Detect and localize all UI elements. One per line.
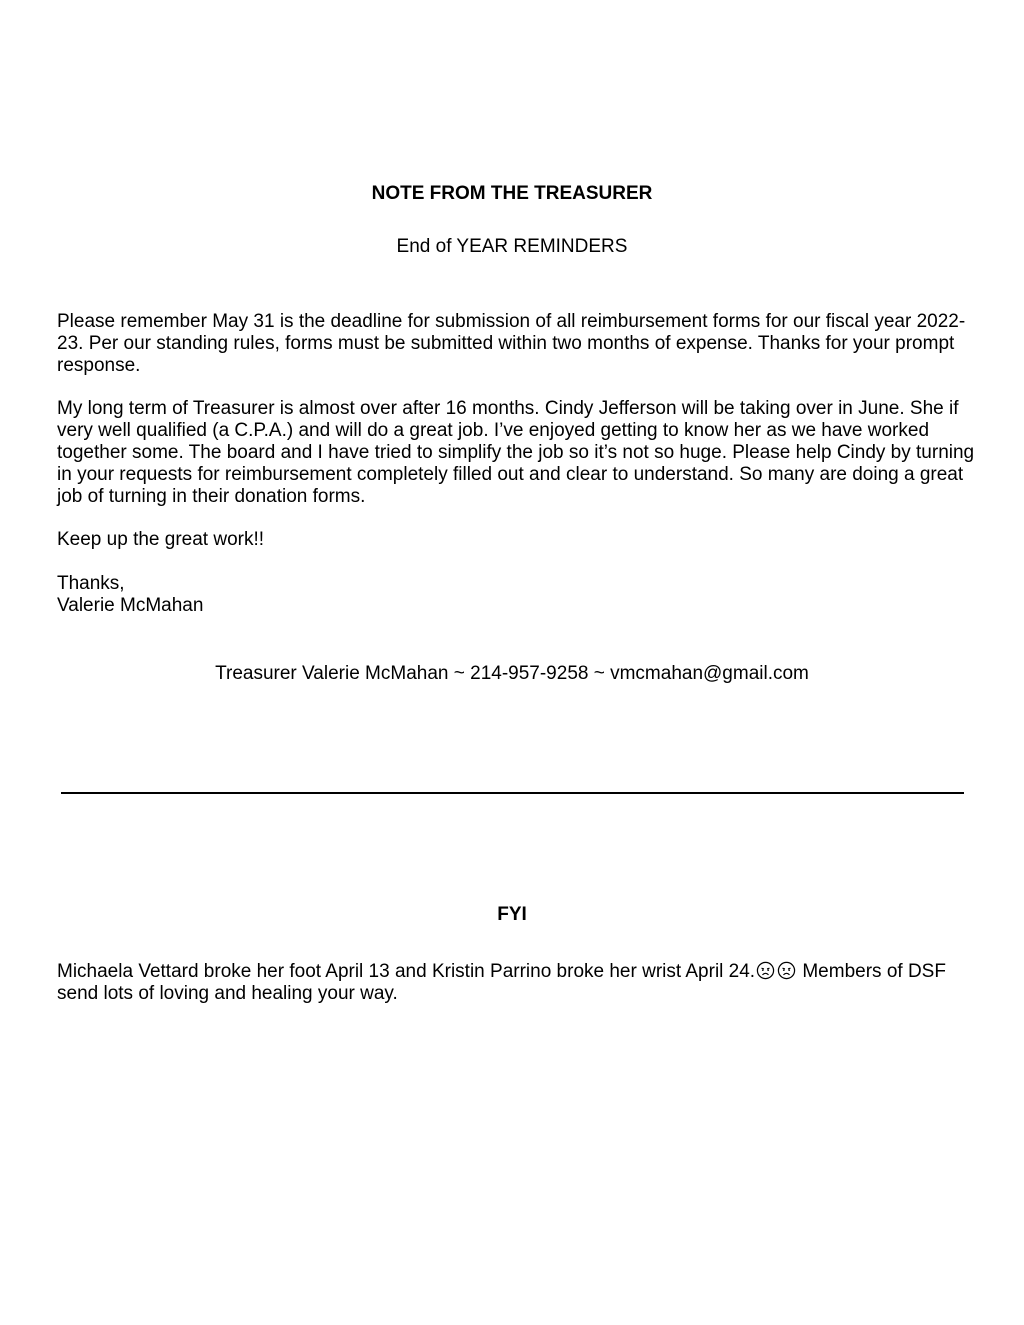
contact-line: Treasurer Valerie McMahan ~ 214-957-9258 ~ vmcmahan@gmail.com	[215, 663, 809, 684]
section-divider	[61, 792, 964, 794]
fyi-text-start: Michaela Vettard broke her foot April 13 and Kristin Parrino broke her wrist April 24.	[57, 961, 756, 982]
transition-paragraph: My long term of Treasurer is almost over after 16 months. Cindy Jefferson will be taking over in June. She if very well qualified (a C.P.A.) and will do a great job. I’ve enjoyed getting to know her as we have worked together some. The board and I have tried to simplify the job so it’s not so huge. Please help Cindy by turning in your requests for reimbursement completely filled out and clear to understand. So many are doing a great job of turning in their donation forms.	[57, 398, 975, 507]
sad-face-icon	[756, 961, 775, 980]
fyi-paragraph	[57, 961, 977, 1005]
treasurer-note-title: NOTE FROM THE TREASURER	[371, 183, 653, 204]
closing-line: Thanks,	[57, 573, 125, 594]
treasurer-note-subtitle: End of YEAR REMINDERS	[396, 236, 628, 257]
encouragement-paragraph: Keep up the great work!!	[57, 529, 265, 550]
deadline-paragraph: Please remember May 31 is the deadline for submission of all reimbursement forms for our fiscal year 2022-23. Per our standing rules, forms must be submitted within two months of expense. Thanks for your prompt response.	[57, 311, 966, 376]
fyi-text-end: Members of DSF send lots of loving and healing your way.	[57, 961, 946, 1004]
sad-face-icon	[777, 961, 796, 980]
signature-line: Valerie McMahan	[57, 595, 204, 616]
fyi-title: FYI	[497, 904, 527, 925]
